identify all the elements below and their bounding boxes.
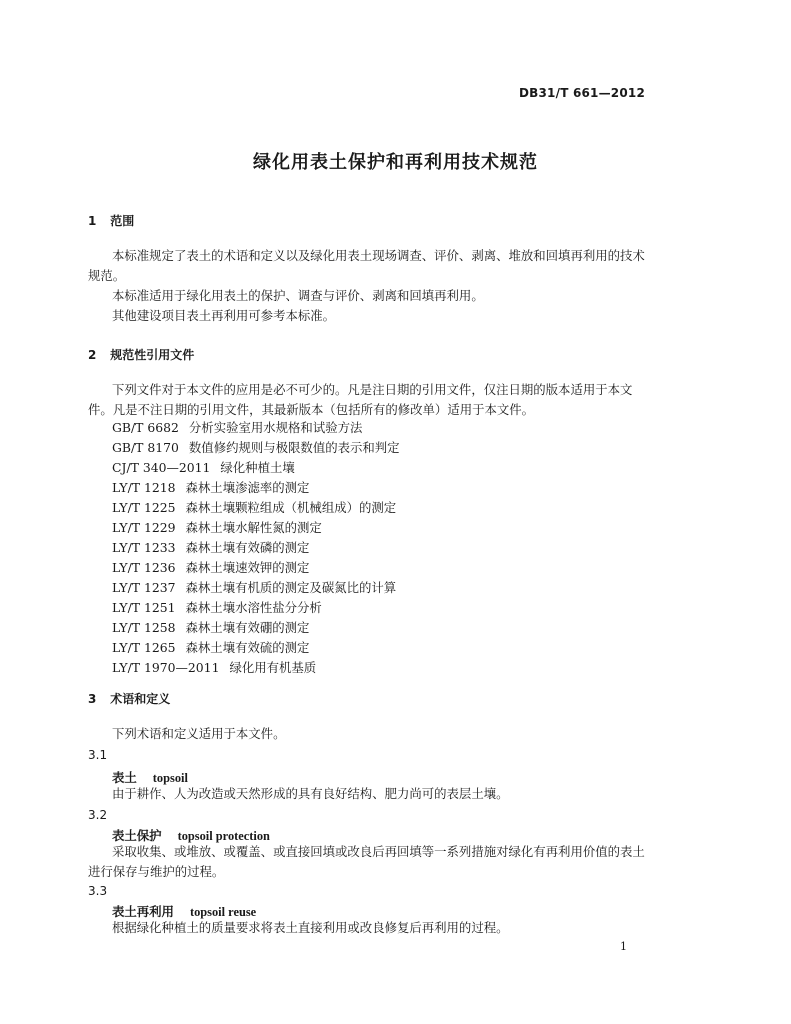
reference-item [112,418,362,438]
term-number: 3.3 [88,884,108,898]
reference-code: LY/T 1218 [112,480,176,495]
paragraph: 下列术语和定义适用于本文件。 [112,726,286,741]
section-number: 3 [88,692,97,706]
reference-item [112,458,295,478]
reference-name: 绿化种植土壤 [220,460,295,475]
reference-code: LY/T 1251 [112,600,176,615]
reference-name: 绿化用有机基质 [229,660,317,675]
reference-item [112,578,396,598]
term-chinese: 表土 [112,770,137,785]
term-definition: 由于耕作、人为改造或天然形成的具有良好结构、肥力尚可的表层土壤。 [112,786,509,801]
term-chinese: 表土再利用 [112,904,174,919]
paragraph: 本标准适用于绿化用表土的保护、调查与评价、剥离和回填再利用。 [112,288,484,303]
reference-item [112,438,400,458]
reference-name: 森林土壤水解性氮的测定 [185,520,322,535]
section-1-heading [88,212,134,229]
section-number: 1 [88,214,97,228]
term-number: 3.2 [88,808,108,822]
reference-name: 森林土壤速效钾的测定 [185,560,310,575]
reference-code: CJ/T 340—2011 [112,460,211,475]
section-number: 2 [88,348,97,362]
term-definition: 根据绿化种植土的质量要求将表土直接利用或改良修复后再利用的过程。 [112,920,509,935]
reference-name: 森林土壤有机质的测定及碳氮比的计算 [185,580,397,595]
paragraph: 本标准规定了表土的术语和定义以及绿化用表土现场调查、评价、剥离、堆放和回填再利用的技术规范。 [88,248,645,283]
paragraph: 其他建设项目表土再利用可参考本标准。 [112,308,336,323]
reference-item [112,558,309,578]
reference-item [112,498,396,518]
reference-name: 森林土壤渗滤率的测定 [185,480,310,495]
document-title: 绿化用表土保护和再利用技术规范 [253,152,538,173]
reference-code: GB/T 6682 [112,420,179,435]
reference-code: LY/T 1236 [112,560,176,575]
reference-code: LY/T 1233 [112,540,176,555]
page-number: 1 [620,940,627,953]
term-english: topsoil [152,771,188,785]
term-chinese: 表土保护 [112,828,162,843]
section-title: 术语和定义 [110,692,171,706]
term-english: topsoil protection [177,829,270,843]
reference-code: GB/T 8170 [112,440,179,455]
reference-name: 森林土壤水溶性盐分分析 [185,600,322,615]
reference-item [112,658,316,678]
reference-name: 森林土壤颗粒组成（机械组成）的测定 [185,500,397,515]
reference-name: 森林土壤有效硫的测定 [185,640,310,655]
paragraph: 下列文件对于本文件的应用是必不可少的。凡是注日期的引用文件，仅注日期的版本适用于本文件。凡是不注日期的引用文件，其最新版本（包括所有的修改单）适用于本文件。 [88,382,633,417]
reference-item [112,538,309,558]
reference-name: 森林土壤有效磷的测定 [185,540,310,555]
reference-name: 数值修约规则与极限数值的表示和判定 [188,440,400,455]
term-english: topsoil reuse [189,905,257,919]
reference-item [112,518,322,538]
standard-code: DB31/T 661—2012 [519,86,645,100]
section-title: 范围 [110,214,135,228]
reference-item [112,618,309,638]
reference-code: LY/T 1970—2011 [112,660,220,675]
reference-name: 森林土壤有效硼的测定 [185,620,310,635]
reference-code: LY/T 1225 [112,500,176,515]
reference-name: 分析实验室用水规格和试验方法 [188,420,363,435]
reference-code: LY/T 1237 [112,580,176,595]
reference-code: LY/T 1229 [112,520,176,535]
reference-item [112,638,309,658]
section-2-heading [88,346,194,363]
term-definition: 采取收集、或堆放、或覆盖、或直接回填或改良后再回填等一系列措施对绿化有再利用价值的表土进行保存与维护的过程。 [88,844,645,879]
reference-item [112,478,309,498]
term-number: 3.1 [88,748,108,762]
section-title: 规范性引用文件 [110,348,195,362]
reference-code: LY/T 1258 [112,620,176,635]
reference-item [112,598,322,618]
reference-code: LY/T 1265 [112,640,176,655]
section-3-heading [88,690,170,707]
